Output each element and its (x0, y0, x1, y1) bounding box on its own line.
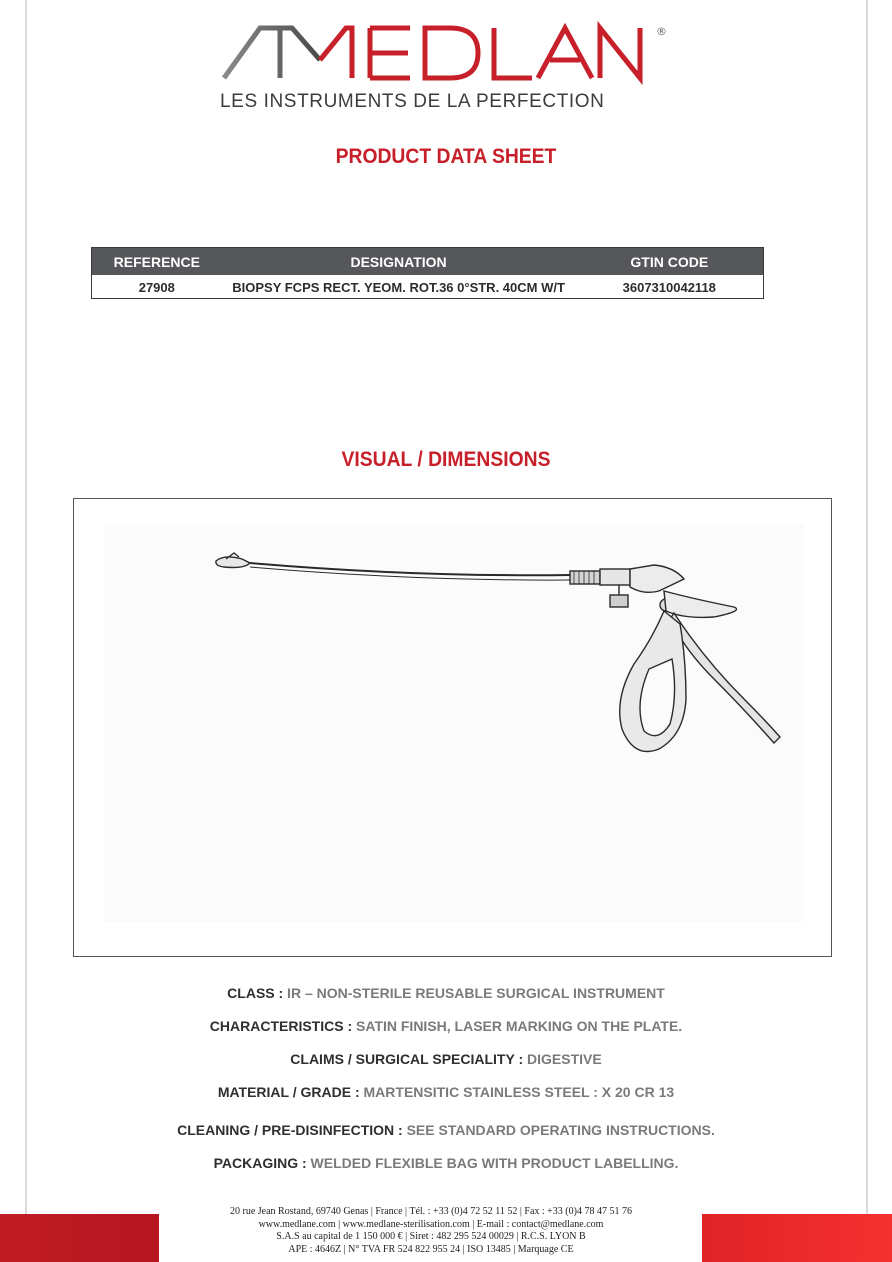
spec-value: SATIN FINISH, LASER MARKING ON THE PLATE. (352, 1018, 683, 1034)
cell-gtin-code: 3607310042118 (622, 280, 716, 295)
spec-packaging (0, 1155, 892, 1171)
spec-material-grade (0, 1084, 892, 1100)
spec-surgical-speciality (0, 1051, 892, 1067)
footer-address: 20 rue Jean Rostand, 69740 Genas | France | Tél. : +33 (0)4 72 52 11 52 | Fax : +33 (0)4 78 47 51 76 (230, 1206, 632, 1217)
table-row (92, 275, 763, 300)
spec-label: MATERIAL / GRADE : (217, 1084, 360, 1100)
spec-label: CLAIMS / SURGICAL SPECIALITY : (290, 1051, 524, 1067)
company-footer (160, 1206, 702, 1256)
registered-mark: ® (656, 25, 667, 38)
footer-registration: APE : 4646Z | N° TVA FR 524 822 955 24 | ISO 13485 | Marquage CE (288, 1243, 574, 1255)
instrument-visual-frame (73, 498, 832, 957)
spec-label: PACKAGING : (213, 1155, 307, 1171)
spec-value: IR – NON-STERILE REUSABLE SURGICAL INSTRUMENT (283, 985, 665, 1001)
product-data-sheet-title: PRODUCT DATA SHEET (335, 145, 557, 168)
footer-web-contact: www.medlane.com | www.medlane-sterilisation.com | E-mail : contact@medlane.com (258, 1218, 604, 1230)
spec-value: SEE STANDARD OPERATING INSTRUCTIONS. (402, 1122, 715, 1138)
spec-value: MARTENSITIC STAINLESS STEEL : X 20 CR 13 (359, 1084, 675, 1100)
cell-designation: BIOPSY FCPS RECT. YEOM. ROT.36 0°STR. 40CM W/T (232, 280, 565, 295)
spec-value: WELDED FLEXIBLE BAG WITH PRODUCT LABELLING. (306, 1155, 679, 1171)
table-header-row (92, 248, 763, 275)
header-gtin-code: GTIN CODE (630, 253, 709, 270)
visual-dimensions-title: VISUAL / DIMENSIONS (341, 448, 551, 471)
header-designation: DESIGNATION (350, 253, 447, 270)
footer-red-bar-left (0, 1214, 159, 1262)
spec-class (0, 985, 892, 1001)
spec-label: CLEANING / PRE-DISINFECTION : (177, 1122, 403, 1138)
brand-tagline: LES INSTRUMENTS DE LA PERFECTION (220, 91, 605, 112)
header-reference: REFERENCE (113, 253, 200, 270)
reference-table (91, 247, 764, 299)
logo-e-graphic (220, 20, 690, 85)
footer-legal: S.A.S au capital de 1 150 000 € | Siret : 482 295 524 00029 | R.C.S. LYON B (276, 1231, 586, 1242)
spec-label: CLASS : (227, 985, 284, 1001)
spec-characteristics (0, 1018, 892, 1034)
cell-reference: 27908 (138, 280, 175, 295)
spec-label: CHARACTERISTICS : (209, 1018, 353, 1034)
spec-value: DIGESTIVE (523, 1051, 602, 1067)
biopsy-forceps-drawing (74, 499, 831, 956)
spec-cleaning (0, 1122, 892, 1138)
footer-red-bar-right (702, 1214, 892, 1262)
